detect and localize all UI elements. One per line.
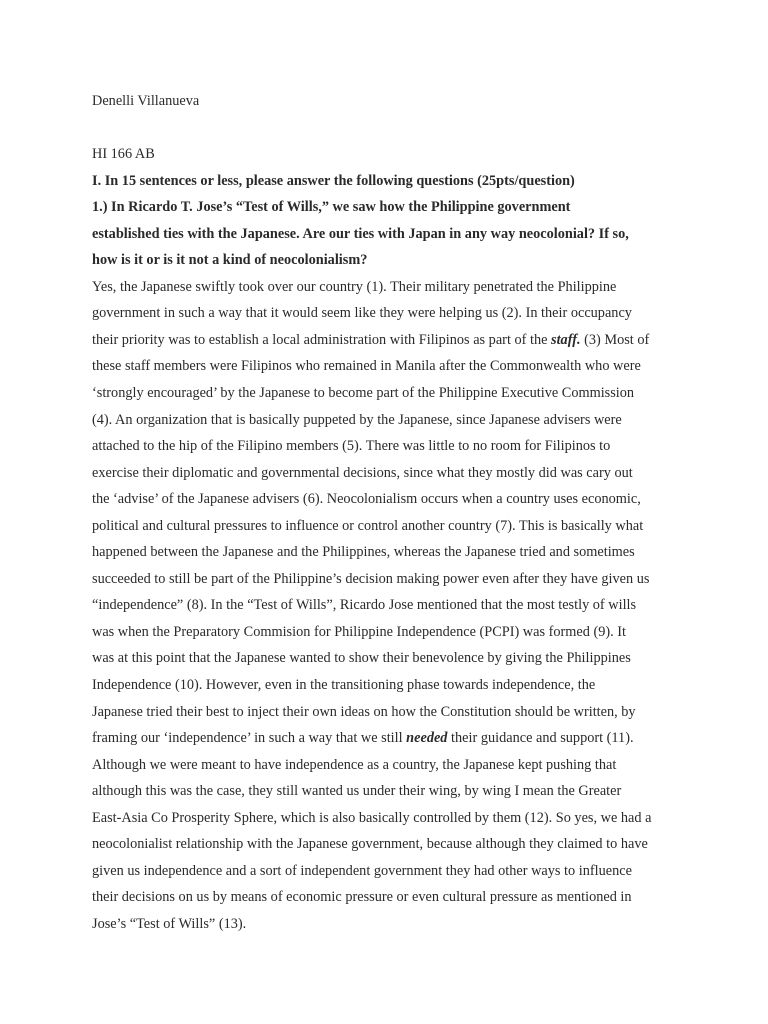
answer-line: the ‘advise’ of the Japanese advisers (6). Neocolonialism occurs when a country uses economic,	[92, 491, 641, 508]
answer-line: was at this point that the Japanese wanted to show their benevolence by giving the Philippines	[92, 650, 631, 667]
course-code: HI 166 AB	[92, 146, 155, 163]
answer-line: “independence” (8). In the “Test of Wills”, Ricardo Jose mentioned that the most testly of wills	[92, 597, 637, 614]
author-name: Denelli Villanueva	[92, 93, 200, 109]
answer-text: their priority was to establish a local administration with Filipinos as part of the	[92, 331, 552, 348]
answer-line: Japanese tried their best to inject their own ideas on how the Constitution should be written, by	[92, 703, 636, 720]
answer-line	[92, 327, 682, 354]
instruction-heading: I. In 15 sentences or less, please answer the following questions (25pts/question)	[92, 172, 575, 189]
answer-line: was when the Preparatory Commision for Philippine Independence (PCPI) was formed (9). It	[92, 623, 627, 640]
answer-line: (4). An organization that is basically puppeted by the Japanese, since Japanese advisers were	[92, 411, 622, 428]
answer-line: succeeded to still be part of the Philippine’s decision making power even after they have given us	[92, 570, 650, 587]
document-body	[92, 88, 682, 938]
answer-line: Yes, the Japanese swiftly took over our country (1). Their military penetrated the Philippine	[92, 278, 617, 295]
answer-line	[92, 725, 682, 752]
answer-line: although this was the case, they still wanted us under their wing, by wing I mean the Greater	[92, 783, 622, 800]
answer-line: Independence (10). However, even in the transitioning phase towards independence, the	[92, 677, 596, 694]
answer-line: Although we were meant to have independence as a country, the Japanese kept pushing that	[92, 756, 617, 773]
emphasized-word: needed	[406, 730, 448, 747]
answer-line: exercise their diplomatic and governmental decisions, since what they mostly did was cary out	[92, 464, 633, 481]
answer-line: their decisions on us by means of economic pressure or even cultural pressure as mentioned in	[92, 889, 632, 906]
answer-line: given us independence and a sort of independent government they had other ways to influence	[92, 862, 632, 879]
answer-line: neocolonialist relationship with the Japanese government, because although they claimed to have	[92, 836, 648, 853]
answer-line: ‘strongly encouraged’ by the Japanese to become part of the Philippine Executive Commission	[92, 385, 635, 402]
question-line: 1.) In Ricardo T. Jose’s “Test of Wills,” we saw how the Philippine government	[92, 199, 571, 216]
blank-line	[92, 115, 682, 142]
question-line: how is it or is it not a kind of neocolonialism?	[92, 252, 368, 269]
question-line: established ties with the Japanese. Are our ties with Japan in any way neocolonial? If so,	[92, 225, 629, 242]
answer-text: framing our ‘independence’ in such a way that we still	[92, 730, 407, 747]
answer-text: (3) Most of	[580, 331, 650, 348]
answer-line: these staff members were Filipinos who remained in Manila after the Commonwealth who were	[92, 358, 641, 375]
answer-line: happened between the Japanese and the Philippines, whereas the Japanese tried and sometimes	[92, 544, 635, 561]
answer-line: attached to the hip of the Filipino members (5). There was little to no room for Filipinos to	[92, 438, 611, 455]
answer-line: government in such a way that it would seem like they were helping us (2). In their occupancy	[92, 305, 632, 322]
answer-text: their guidance and support (11).	[447, 730, 634, 747]
answer-line: East-Asia Co Prosperity Sphere, which is also basically controlled by them (12). So yes, we had a	[92, 809, 652, 826]
answer-line: Jose’s “Test of Wills” (13).	[92, 915, 247, 932]
emphasized-word: staff.	[551, 331, 581, 348]
answer-line: political and cultural pressures to influence or control another country (7). This is basically what	[92, 517, 644, 534]
